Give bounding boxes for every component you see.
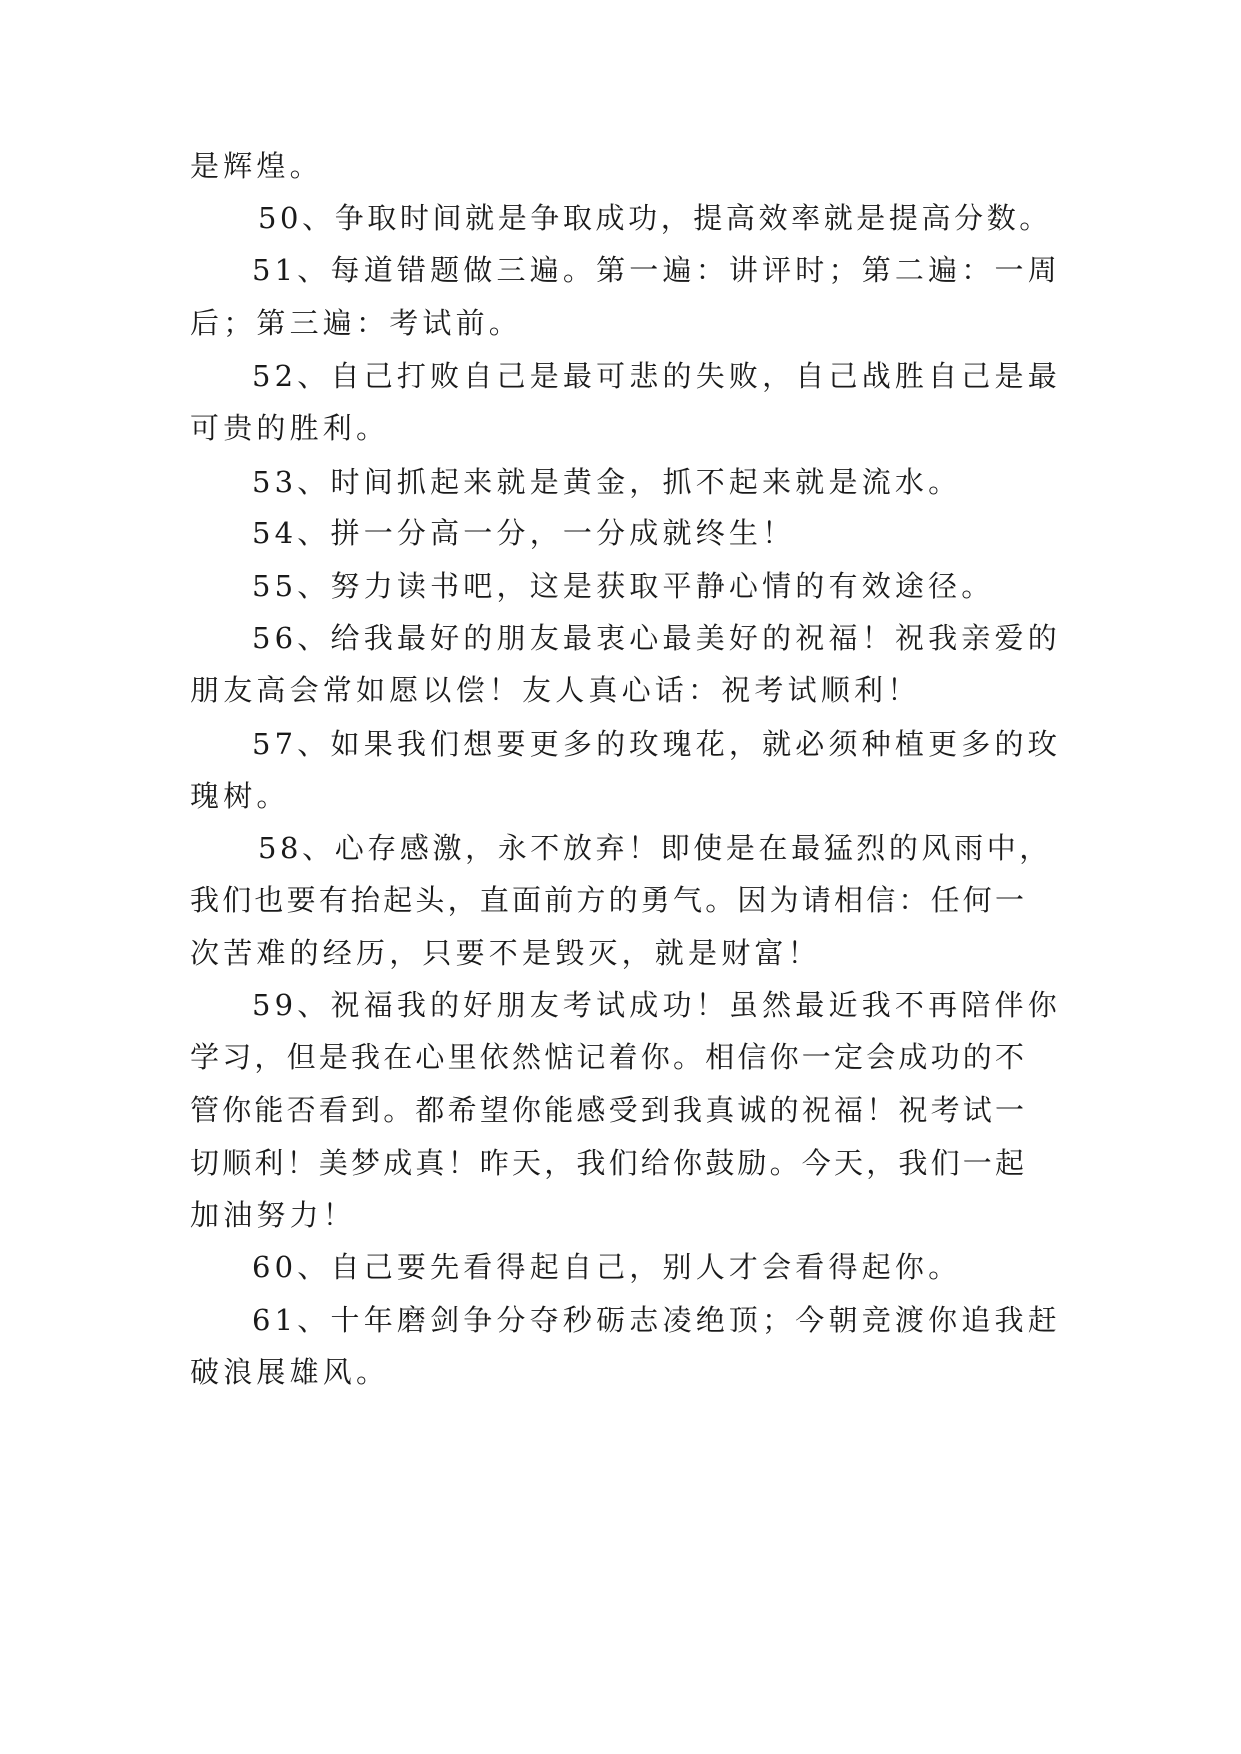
text-line: 58、心存感激，永不放弃！即使是在最猛烈的风雨中， [258,831,1052,865]
text-line: 加油努力！ [190,1198,357,1232]
text-line: 55、努力读书吧，这是获取平静心情的有效途径。 [252,569,995,603]
text-line: 后；第三遍：考试前。 [190,306,523,340]
text-line: 54、拼一分高一分，一分成就终生！ [252,516,796,550]
text-line: 57、如果我们想要更多的玫瑰花，就必须种植更多的玫 [252,727,1061,761]
text-line: 52、自己打败自己是最可悲的失败，自己战胜自己是最 [252,359,1061,393]
text-line: 破浪展雄风。 [190,1355,390,1389]
text-line: 学习，但是我在心里依然惦记着你。相信你一定会成功的不 [190,1040,1028,1074]
text-line: 可贵的胜利。 [190,411,390,445]
text-line: 51、每道错题做三遍。第一遍：讲评时；第二遍：一周 [252,253,1061,287]
text-line: 朋友高会常如愿以偿！友人真心话：祝考试顺利！ [190,673,921,707]
text-line: 50、争取时间就是争取成功，提高效率就是提高分数。 [258,201,1052,235]
text-line: 53、时间抓起来就是黄金，抓不起来就是流水。 [252,465,962,499]
text-line: 切顺利！美梦成真！昨天，我们给你鼓励。今天，我们一起 [190,1146,1028,1180]
text-line: 次苦难的经历，只要不是毁灭，就是财富！ [190,936,821,970]
text-line: 59、祝福我的好朋友考试成功！虽然最近我不再陪伴你 [252,988,1061,1022]
text-line: 管你能否看到。都希望你能感受到我真诚的祝福！祝考试一 [190,1093,1028,1127]
text-line: 60、自己要先看得起自己，别人才会看得起你。 [252,1250,962,1284]
text-line: 56、给我最好的朋友最衷心最美好的祝福！祝我亲爱的 [252,621,1061,655]
text-line: 瑰树。 [190,779,290,813]
text-line: 是辉煌。 [190,149,323,183]
text-line: 61、十年磨剑争分夺秒砺志凌绝顶；今朝竞渡你追我赶 [252,1303,1061,1337]
text-line: 我们也要有抬起头，直面前方的勇气。因为请相信：任何一 [190,883,1028,917]
